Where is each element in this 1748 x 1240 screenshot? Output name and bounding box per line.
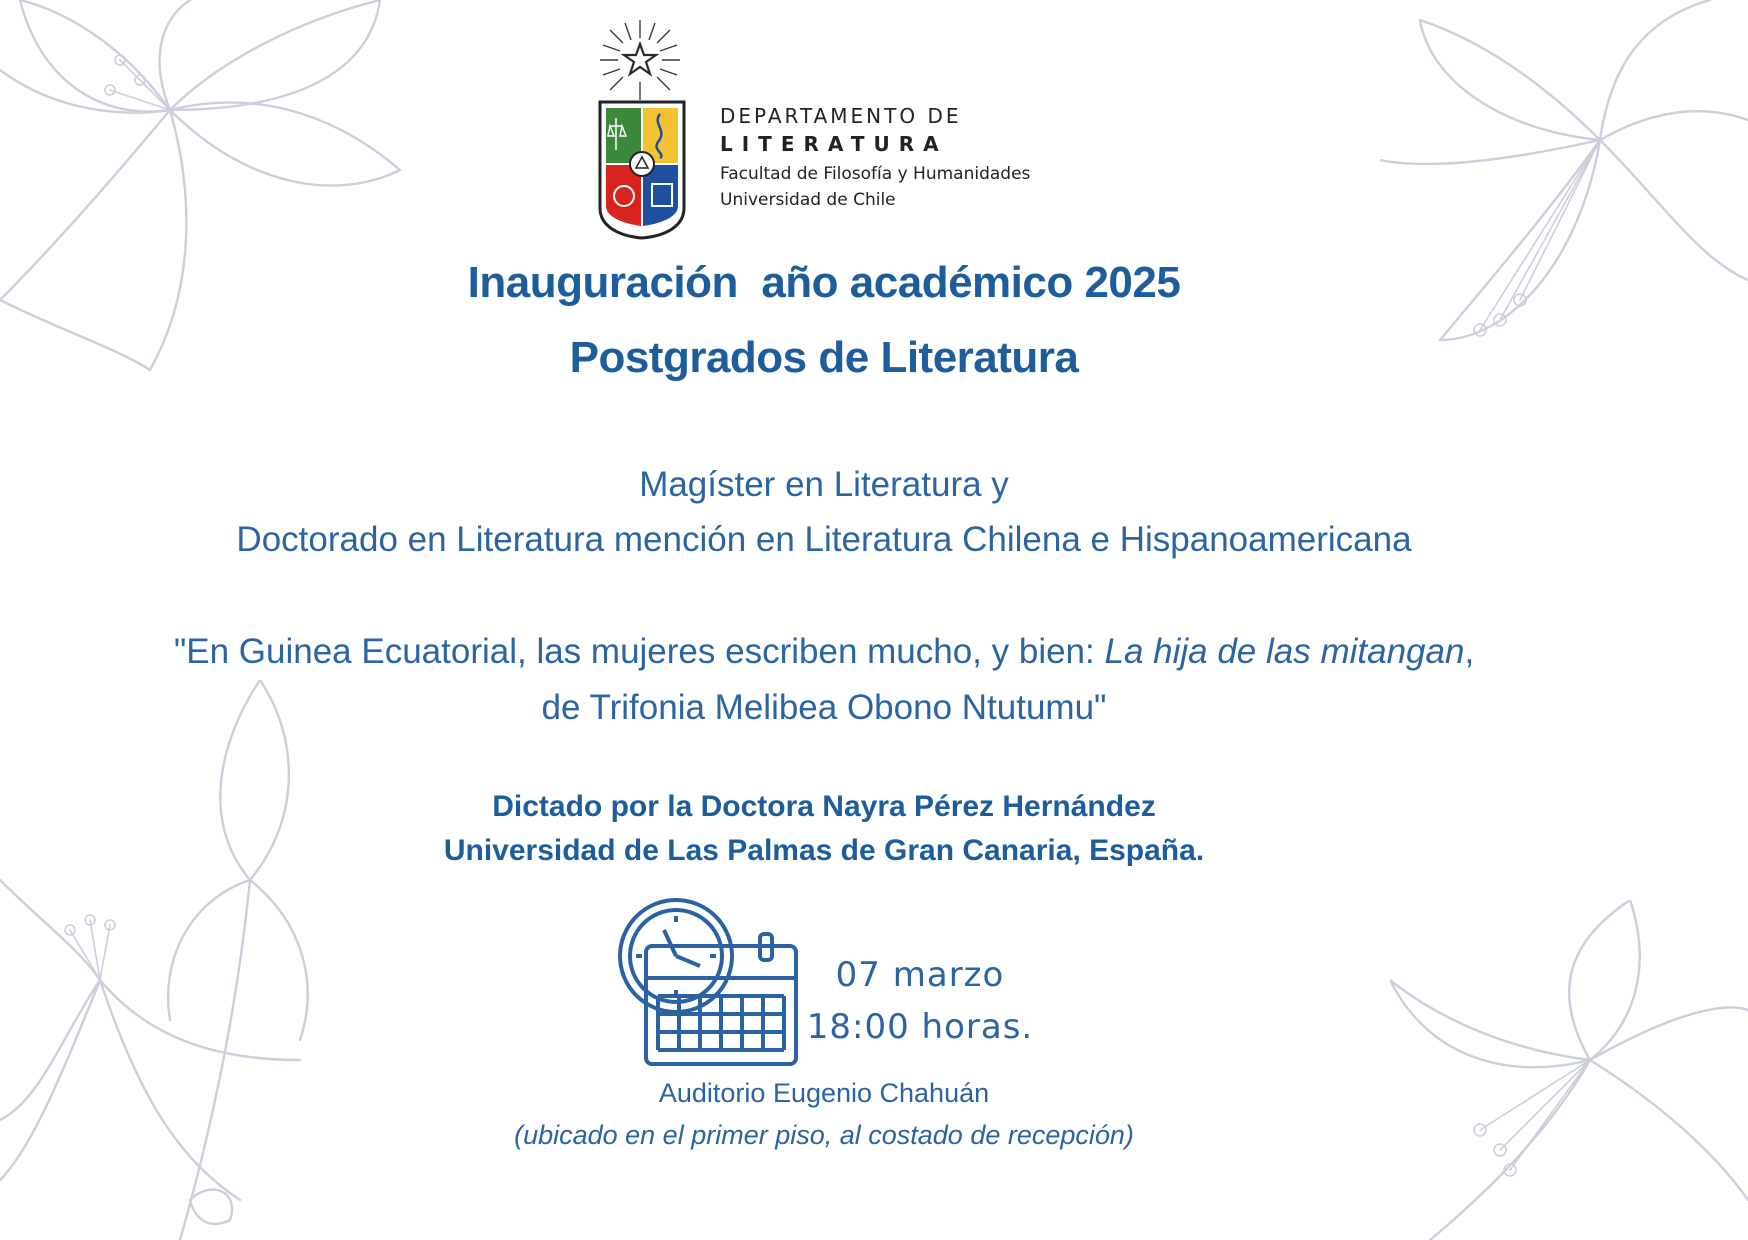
faculty-name: Facultad de Filosofía y Humanidades bbox=[720, 164, 1031, 184]
floral-decoration-top-left bbox=[0, 0, 430, 380]
lecture-title-part1: "En Guinea Ecuatorial, las mujeres escriben mucho, y bien: bbox=[173, 632, 1105, 671]
program-doctorate: Doctorado en Literatura mención en Literatura Chilena e Hispanoamericana bbox=[236, 520, 1412, 559]
lecture-book-title: La hija de las mitangan bbox=[1104, 632, 1465, 671]
event-title: Inauguración año académico 2025 bbox=[467, 258, 1181, 307]
venue-note: (ubicado en el primer piso, al costado de recepción) bbox=[514, 1120, 1134, 1150]
event-time: 18:00 horas. bbox=[806, 1007, 1034, 1047]
department-label: DEPARTAMENTO DE bbox=[720, 104, 962, 128]
calendar-clock-icon bbox=[618, 898, 803, 1068]
event-subtitle: Postgrados de Literatura bbox=[569, 333, 1079, 382]
lecturer-institution: Universidad de Las Palmas de Gran Canaria, España. bbox=[443, 834, 1205, 867]
university-shield-icon bbox=[596, 98, 688, 240]
lecture-title-line1 bbox=[0, 632, 1648, 672]
department-logo bbox=[590, 18, 1070, 228]
university-name: Universidad de Chile bbox=[720, 190, 896, 210]
floral-decoration-top-right bbox=[1380, 0, 1748, 370]
lecture-title-part2: , bbox=[1464, 632, 1475, 671]
program-masters: Magíster en Literatura y bbox=[639, 465, 1009, 504]
floral-decoration-bottom-right bbox=[1390, 900, 1748, 1240]
event-venue: Auditorio Eugenio Chahuán bbox=[658, 1078, 990, 1108]
floral-decoration-bottom-left bbox=[0, 680, 430, 1240]
lecture-title-line2: de Trifonia Melibea Obono Ntutumu" bbox=[541, 688, 1107, 727]
event-date: 07 marzo bbox=[835, 955, 1005, 995]
department-name: LITERATURA bbox=[720, 132, 948, 156]
lecturer-name: Dictado por la Doctora Nayra Pérez Hernández bbox=[492, 790, 1156, 823]
star-burst-icon bbox=[600, 20, 680, 100]
